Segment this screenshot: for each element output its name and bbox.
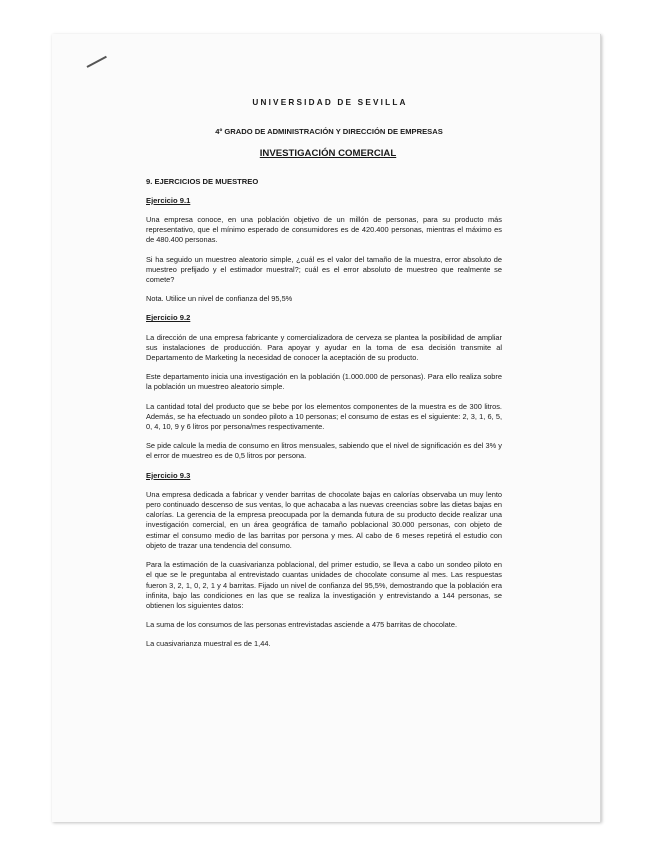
- paragraph: Una empresa dedicada a fabricar y vender barritas de chocolate bajas en calorías observaba un muy lento pero continuado descenso de sus ventas, lo que achacaba a las nuevas creencias sobre las dietas bajas en calorías. La gerencia de la empresa preocupada por la demanda futura de su producto decide realizar una investigación comercial, en un área geográfica de tamaño poblacional 30.000 personas, con objeto de estimar el consumo medio de las barritas por persona y mes. Al cabo de 6 meses repetirá el estudio con objeto de trazar una tendencia del consumo.: [146, 489, 502, 550]
- exercise-9-3: [146, 471, 502, 650]
- section-title: 9. EJERCICIOS DE MUESTREO: [146, 176, 259, 186]
- subject-title: INVESTIGACIÓN COMERCIAL: [259, 148, 397, 160]
- paragraph: La suma de los consumos de las personas entrevistadas asciende a 475 barritas de chocolate.: [146, 620, 458, 630]
- exercise-9-2: [146, 313, 502, 461]
- university-name: UNIVERSIDAD DE SEVILLA: [252, 98, 408, 107]
- paragraph: Para la estimación de la cuasivarianza poblacional, del primer estudio, se lleva a cabo un sondeo piloto en el que se le preguntaba al entrevistado cuantas unidades de chocolate consume al mes. Las respuestas fueron 3, 2, 1, 0, 2, 1 y 4 barritas. Fijado un nivel de confianza del 95,5%, demostrando que la población era infinita, bajo las condiciones en las que se realiza la investigación y entrevistando a 144 personas, se obtienen los siguientes datos:: [146, 560, 502, 610]
- paragraph: La cantidad total del producto que se bebe por los elementos componentes de la muestra es de 300 litros. Además, se ha efectuado un sondeo piloto a 10 personas; el consumo de estas es el siguiente: 2, 3, 1, 6, 5, 0, 4, 10, 9 y 6 litros por persona/mes respectivamente.: [146, 401, 502, 432]
- paragraph: Se pide calcule la media de consumo en litros mensuales, sabiendo que el nivel de significación es del 3% y el error de muestreo es de 0,5 litros por persona.: [146, 441, 502, 461]
- exercise-title: Ejercicio 9.1: [146, 195, 191, 205]
- paragraph: Este departamento inicia una investigación en la población (1.000.000 de personas). Para ello realiza sobre la población un muestreo aleatorio simple.: [146, 372, 502, 392]
- paragraph: Nota. Utilice un nivel de confianza del 95,5%: [146, 294, 293, 304]
- paragraph: Una empresa conoce, en una población objetivo de un millón de personas, para su producto más representativo, que el mínimo esperado de consumidores es de 420.400 personas, mientras el máximo es de 480.400 personas.: [146, 215, 502, 245]
- exercise-title: Ejercicio 9.2: [146, 313, 191, 323]
- exercise-title: Ejercicio 9.3: [146, 470, 191, 480]
- exercise-9-1: [146, 196, 502, 305]
- paragraph: Si ha seguido un muestreo aleatorio simple, ¿cuál es el valor del tamaño de la muestra, error absoluto de muestreo prefijado y el estimador muestral?; cuál es el error absoluto de muestreo que realmente se comete?: [146, 254, 502, 285]
- degree-title: 4º GRADO DE ADMINISTRACIÓN Y DIRECCIÓN DE EMPRESAS: [215, 127, 443, 137]
- document-body: [146, 98, 502, 659]
- paragraph: La dirección de una empresa fabricante y comercializadora de cerveza se plantea la posibilidad de ampliar sus instalaciones de producción. Para apoyar y ayudar en la toma de esa decisión transmite al Departamento de Marketing la necesidad de conocer la aceptación de su producto.: [146, 332, 502, 363]
- paragraph: La cuasivarianza muestral es de 1,44.: [146, 639, 271, 649]
